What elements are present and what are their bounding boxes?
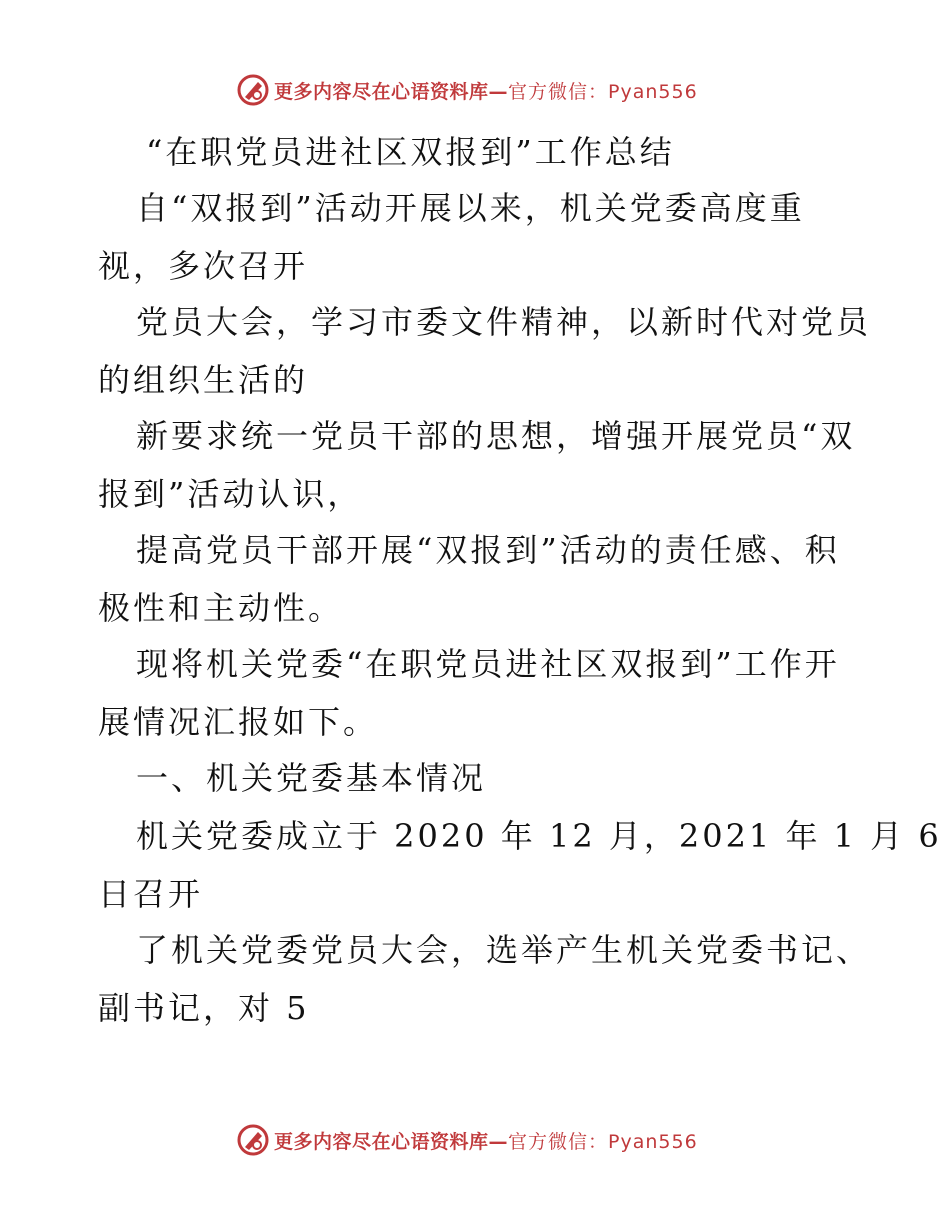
paragraph-line: 新要求统一党员干部的思想，增强开展党员“双 bbox=[136, 417, 856, 455]
paragraph-line: 党员大会，学习市委文件精神，以新时代对党员 bbox=[136, 303, 872, 341]
paragraph-line: 的组织生活的 bbox=[98, 361, 309, 399]
banner-text: 更多内容尽在心语资料库— bbox=[274, 80, 509, 103]
paragraph-line: 了机关党委党员大会，选举产生机关党委书记、 bbox=[136, 931, 872, 969]
paragraph-line: 机关党委成立于 2020 年 12 月，2021 年 1 月 6 bbox=[136, 817, 942, 855]
footer-banner bbox=[236, 1122, 698, 1158]
paragraph-line: 报到”活动认识， bbox=[98, 475, 363, 513]
document-title: “在职党员进社区双报到”工作总结 bbox=[146, 133, 675, 171]
banner-wechat: 官方微信：Pyan556 bbox=[508, 80, 698, 103]
banner-wechat: 官方微信：Pyan556 bbox=[508, 1130, 698, 1153]
paragraph-line: 副书记，对 5 bbox=[98, 989, 310, 1027]
paragraph-line: 极性和主动性。 bbox=[98, 589, 344, 627]
header-banner bbox=[236, 72, 698, 108]
logo-icon bbox=[236, 1123, 270, 1157]
paragraph-line: 现将机关党委“在职党员进社区双报到”工作开 bbox=[136, 645, 840, 683]
paragraph-line: 展情况汇报如下。 bbox=[98, 703, 379, 741]
banner-text: 更多内容尽在心语资料库— bbox=[274, 1130, 509, 1153]
paragraph-line: 视，多次召开 bbox=[98, 247, 309, 285]
paragraph-line: 日召开 bbox=[98, 875, 204, 913]
section-heading: 一、机关党委基本情况 bbox=[136, 759, 487, 797]
paragraph-line: 自“双报到”活动开展以来，机关党委高度重 bbox=[136, 189, 805, 227]
paragraph-line: 提高党员干部开展“双报到”活动的责任感、积 bbox=[136, 531, 840, 569]
logo-icon bbox=[236, 73, 270, 107]
